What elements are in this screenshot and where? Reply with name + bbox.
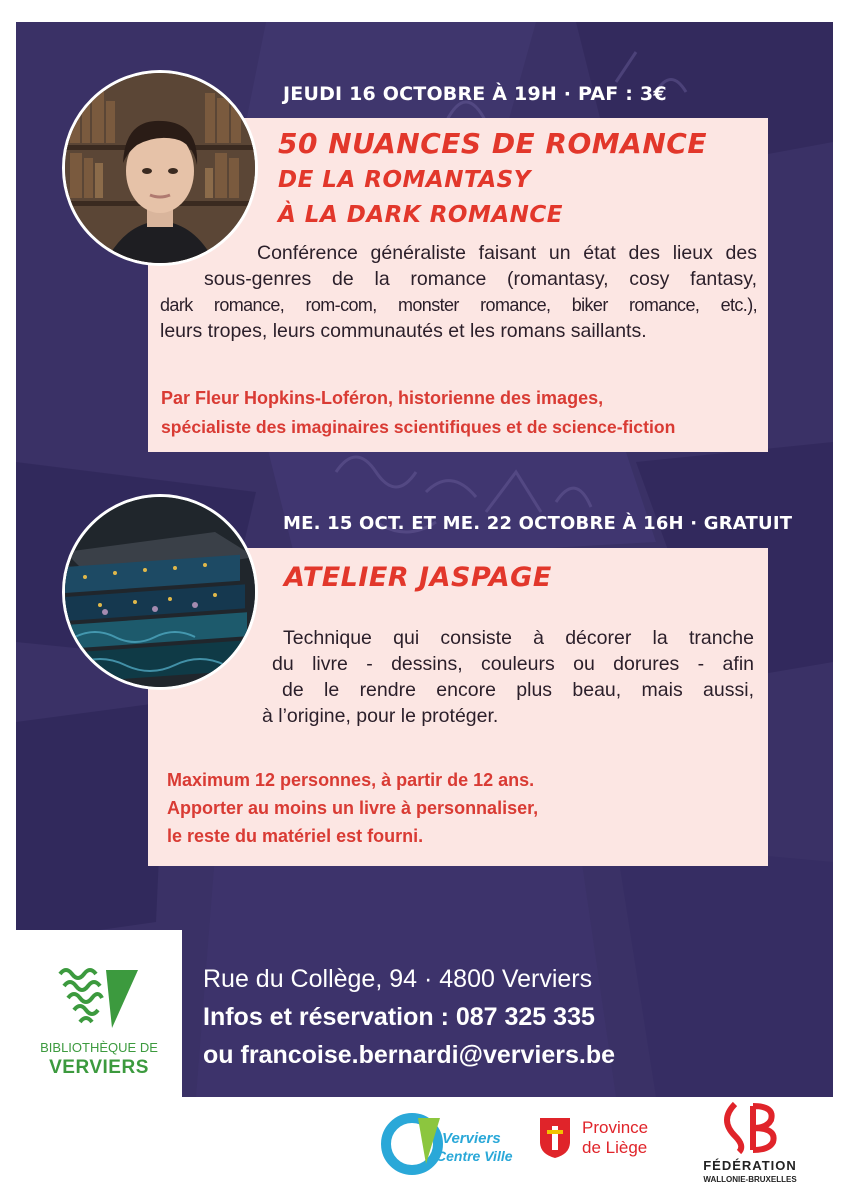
painted-book-edges-image: [65, 497, 255, 687]
library-name-line2: VERVIERS: [49, 1057, 149, 1078]
federation-line2: WALLONIE-BRUXELLES: [703, 1175, 797, 1184]
verviers-cv-line2: Centre Ville: [436, 1148, 513, 1164]
event1-description-line: dark romance, rom-com, monster romance, biker romance, etc.),: [160, 295, 757, 315]
event1-description-line: sous-genres de la romance (romantasy, cosy fantasy,: [204, 268, 757, 290]
event2-description-line: de le rendre encore plus beau, mais aussi,: [282, 679, 754, 701]
speaker-photo: [62, 70, 258, 266]
event2-info-line3: le reste du matériel est fourni.: [167, 826, 424, 846]
event1-subtitle-line1: DE LA ROMANTASY: [278, 167, 531, 193]
province-shield-icon: [538, 1116, 572, 1160]
verviers-centre-ville-logo: [378, 1104, 518, 1180]
event1-speaker-line2: spécialiste des imaginaires scientifiques et de science-fiction: [161, 417, 676, 437]
event2-title: ATELIER JASPAGE: [284, 562, 552, 593]
event2-info-line2: Apporter au moins un livre à personnaliser,: [167, 798, 539, 818]
province-line2: de Liège: [582, 1138, 648, 1157]
event1-description: [160, 240, 757, 344]
event1-speaker-line1: Par Fleur Hopkins-Loféron, historienne des images,: [161, 388, 604, 408]
province-line1: Province: [582, 1118, 649, 1137]
event2-date: ME. 15 OCT. ET ME. 22 OCTOBRE À 16H · GRATUIT: [283, 513, 793, 534]
event2-description-line: du livre - dessins, couleurs ou dorures - afin: [272, 653, 754, 675]
event1-description-line: Conférence généraliste faisant un état des lieux des: [257, 242, 757, 264]
books-photo: [62, 494, 258, 690]
event1-description-line: leurs tropes, leurs communautés et les romans saillants.: [160, 320, 647, 342]
event2-description-line: à l’origine, pour le protéger.: [262, 705, 499, 727]
event1-date: JEUDI 16 OCTOBRE À 19H · PAF : 3€: [283, 83, 667, 105]
library-logo: [16, 930, 182, 1097]
province-liege-logo: [538, 1110, 658, 1170]
contact-email[interactable]: ou francoise.bernardi@verviers.be: [203, 1041, 616, 1069]
event1-subtitle-line2: À LA DARK ROMANCE: [278, 202, 563, 228]
event2-description: [262, 625, 754, 729]
contact-address: Rue du Collège, 94 · 4800 Verviers: [203, 965, 593, 993]
federation-line1: FÉDÉRATION: [703, 1158, 797, 1173]
event2-info-line1: Maximum 12 personnes, à partir de 12 ans.: [167, 770, 535, 790]
library-name-line1: BIBLIOTHÈQUE DE: [40, 1040, 158, 1055]
speaker-portrait-image: [65, 73, 255, 263]
event2-description-line: Technique qui consiste à décorer la tranche: [283, 627, 754, 649]
library-v-icon: [16, 948, 182, 1048]
contact-phone[interactable]: Infos et réservation : 087 325 335: [203, 1003, 595, 1031]
federation-fwb-icon: [715, 1100, 785, 1156]
verviers-cv-line1: Verviers: [442, 1130, 501, 1147]
federation-wallonie-bruxelles-logo: [690, 1100, 810, 1192]
event1-title: 50 NUANCES DE ROMANCE: [278, 127, 707, 160]
